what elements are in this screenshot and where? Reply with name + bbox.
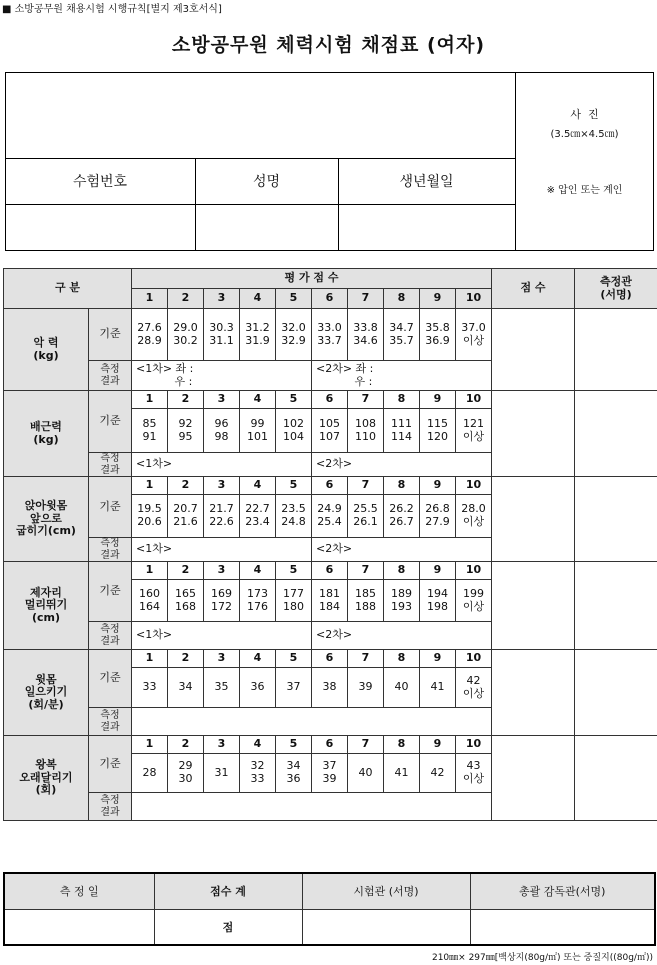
event-score-field[interactable] — [492, 391, 575, 477]
criteria-value: 34 — [168, 668, 204, 708]
score-number: 7 — [348, 562, 384, 580]
score-number: 8 — [384, 477, 420, 495]
criteria-value: 39 — [348, 668, 384, 708]
event-examiner-field[interactable] — [575, 650, 657, 736]
score-number: 6 — [312, 391, 348, 409]
criteria-value: 34 36 — [276, 754, 312, 793]
criteria-value: 38 — [312, 668, 348, 708]
event-score-field[interactable] — [492, 736, 575, 821]
examiner-sign-field[interactable] — [302, 909, 470, 945]
examiner-header — [575, 269, 657, 309]
criteria-value: 41 — [384, 754, 420, 793]
criteria-value: 111 114 — [384, 409, 420, 453]
criteria-value: 199 이상 — [456, 580, 492, 622]
criteria-value: 29 30 — [168, 754, 204, 793]
score-number: 3 — [204, 391, 240, 409]
criteria-value: 21.7 22.6 — [204, 495, 240, 538]
second-attempt-field[interactable]: <2차> 좌 : 우 : — [312, 361, 492, 391]
criteria-value: 160 164 — [132, 580, 168, 622]
score-number: 1 — [132, 562, 168, 580]
criteria-value: 169 172 — [204, 580, 240, 622]
name-label: 성명 — [252, 174, 281, 190]
criteria-value: 30.3 31.1 — [204, 309, 240, 361]
first-attempt-field[interactable]: <1차> — [132, 622, 312, 650]
standard-label: 기준 — [89, 736, 132, 793]
criteria-value: 121 이상 — [456, 409, 492, 453]
score-col-3: 3 — [204, 289, 240, 309]
score-number: 4 — [240, 562, 276, 580]
score-number: 3 — [204, 736, 240, 754]
score-number: 4 — [240, 736, 276, 754]
criteria-value: 42 — [420, 754, 456, 793]
event-score-field[interactable] — [492, 562, 575, 650]
score-number: 2 — [168, 736, 204, 754]
measure-label: 측정 결과 — [89, 622, 132, 650]
examiner-sign-label: 시험관 (서명) — [302, 873, 470, 909]
first-attempt-field[interactable]: <1차> — [132, 538, 312, 562]
score-number: 4 — [240, 391, 276, 409]
score-col-9: 9 — [420, 289, 456, 309]
criteria-value: 23.5 24.8 — [276, 495, 312, 538]
event-examiner-field[interactable] — [575, 391, 657, 477]
score-number: 5 — [276, 562, 312, 580]
criteria-value: 33 — [132, 668, 168, 708]
criteria-value: 24.9 25.4 — [312, 495, 348, 538]
score-number: 10 — [456, 477, 492, 495]
event-score-field[interactable] — [492, 650, 575, 736]
score-number: 7 — [348, 391, 384, 409]
score-table — [3, 268, 657, 821]
measure-label: 측정 결과 — [89, 708, 132, 736]
paper-spec: 210㎜× 297㎜[백상지(80g/㎡) 또는 중질지((80g/㎡)) — [431, 953, 653, 963]
criteria-value: 105 107 — [312, 409, 348, 453]
event-examiner-field[interactable] — [575, 736, 657, 821]
criteria-value: 189 193 — [384, 580, 420, 622]
criteria-value: 33.0 33.7 — [312, 309, 348, 361]
criteria-value: 99 101 — [240, 409, 276, 453]
criteria-value: 177 180 — [276, 580, 312, 622]
criteria-value: 34.7 35.7 — [384, 309, 420, 361]
criteria-value: 33.8 34.6 — [348, 309, 384, 361]
score-number: 3 — [204, 650, 240, 668]
score-number: 5 — [276, 736, 312, 754]
result-field[interactable] — [132, 708, 492, 736]
criteria-value: 165 168 — [168, 580, 204, 622]
supervisor-sign-label: 총괄 감독관(서명) — [470, 873, 655, 909]
measure-date-field[interactable] — [4, 909, 154, 945]
second-attempt-field[interactable]: <2차> — [312, 538, 492, 562]
score-number: 2 — [168, 477, 204, 495]
score-number: 8 — [384, 736, 420, 754]
score-number: 4 — [240, 477, 276, 495]
score-number: 3 — [204, 562, 240, 580]
exam-number-label: 수험번호 — [72, 174, 128, 190]
score-number: 4 — [240, 650, 276, 668]
criteria-value: 85 91 — [132, 409, 168, 453]
score-col-6: 6 — [312, 289, 348, 309]
score-col-7: 7 — [348, 289, 384, 309]
score-number: 1 — [132, 391, 168, 409]
score-number: 8 — [384, 391, 420, 409]
criteria-value: 40 — [384, 668, 420, 708]
criteria-value: 22.7 23.4 — [240, 495, 276, 538]
criteria-value: 185 188 — [348, 580, 384, 622]
category-header: 구 분 — [4, 269, 132, 309]
event-examiner-field[interactable] — [575, 309, 657, 391]
score-number: 6 — [312, 477, 348, 495]
criteria-value: 40 — [348, 754, 384, 793]
criteria-value: 26.8 27.9 — [420, 495, 456, 538]
criteria-value: 35.8 36.9 — [420, 309, 456, 361]
criteria-value: 194 198 — [420, 580, 456, 622]
criteria-value: 43 이상 — [456, 754, 492, 793]
summary-table — [3, 872, 656, 946]
score-col-4: 4 — [240, 289, 276, 309]
event-examiner-field[interactable] — [575, 562, 657, 650]
event-score-field[interactable] — [492, 477, 575, 562]
criteria-value: 115 120 — [420, 409, 456, 453]
birth-date-field[interactable] — [338, 204, 515, 251]
score-number: 5 — [276, 477, 312, 495]
event-name: 제자리 멀리뛰기 (cm) — [4, 562, 89, 650]
standard-label: 기준 — [89, 309, 132, 361]
score-number: 3 — [204, 477, 240, 495]
criteria-value: 41 — [420, 668, 456, 708]
event-name: 악 력 (kg) — [4, 309, 89, 391]
criteria-value: 26.2 26.7 — [384, 495, 420, 538]
measure-date-label: 측 정 일 — [4, 873, 154, 909]
event-name: 윗몸 일으키기 (회/분) — [4, 650, 89, 736]
criteria-value: 108 110 — [348, 409, 384, 453]
criteria-value: 28 — [132, 754, 168, 793]
standard-label: 기준 — [89, 562, 132, 622]
score-number: 9 — [420, 650, 456, 668]
examiner-title: 측정관 — [600, 274, 632, 288]
score-col-5: 5 — [276, 289, 312, 309]
photo-size: (3.5㎝×4.5㎝) — [550, 128, 619, 140]
measure-label: 측정 결과 — [89, 453, 132, 477]
score-number: 6 — [312, 650, 348, 668]
first-attempt-field[interactable]: <1차> — [132, 453, 312, 477]
score-number: 8 — [384, 650, 420, 668]
score-number: 9 — [420, 736, 456, 754]
criteria-value: 32.0 32.9 — [276, 309, 312, 361]
measure-label: 측정 결과 — [89, 361, 132, 391]
criteria-value: 102 104 — [276, 409, 312, 453]
event-name: 앉아윗몸 앞으로 굽히기(cm) — [4, 477, 89, 562]
measure-label: 측정 결과 — [89, 538, 132, 562]
event-examiner-field[interactable] — [575, 477, 657, 562]
score-number: 10 — [456, 562, 492, 580]
criteria-value: 181 184 — [312, 580, 348, 622]
score-number: 5 — [276, 391, 312, 409]
score-number: 7 — [348, 477, 384, 495]
score-number: 10 — [456, 391, 492, 409]
score-col-10: 10 — [456, 289, 492, 309]
score-number: 8 — [384, 562, 420, 580]
score-header: 점 수 — [492, 269, 575, 309]
total-score-unit: 점 — [154, 909, 302, 945]
event-score-field[interactable] — [492, 309, 575, 391]
supervisor-sign-field[interactable] — [470, 909, 655, 945]
criteria-value: 37 — [276, 668, 312, 708]
standard-label: 기준 — [89, 391, 132, 453]
criteria-value: 36 — [240, 668, 276, 708]
score-col-2: 2 — [168, 289, 204, 309]
score-number: 1 — [132, 736, 168, 754]
score-col-1: 1 — [132, 289, 168, 309]
score-col-8: 8 — [384, 289, 420, 309]
criteria-value: 42 이상 — [456, 668, 492, 708]
criteria-value: 92 95 — [168, 409, 204, 453]
result-field[interactable] — [132, 793, 492, 821]
score-number: 10 — [456, 736, 492, 754]
score-number: 5 — [276, 650, 312, 668]
criteria-value: 37.0 이상 — [456, 309, 492, 361]
first-attempt-field[interactable]: <1차> 좌 : 우 : — [132, 361, 312, 391]
eval-score-header: 평 가 점 수 — [132, 269, 492, 289]
score-number: 9 — [420, 391, 456, 409]
criteria-value: 29.0 30.2 — [168, 309, 204, 361]
score-number: 2 — [168, 391, 204, 409]
score-number: 9 — [420, 477, 456, 495]
name-field[interactable] — [195, 204, 338, 251]
birth-date-label: 생년월일 — [399, 174, 454, 190]
score-number: 1 — [132, 650, 168, 668]
score-number: 2 — [168, 562, 204, 580]
criteria-value: 28.0 이상 — [456, 495, 492, 538]
photo-title: 사 진 — [570, 108, 599, 121]
total-score-label: 점수 계 — [154, 873, 302, 909]
standard-label: 기준 — [89, 650, 132, 708]
measure-label: 측정 결과 — [89, 793, 132, 821]
criteria-value: 27.6 28.9 — [132, 309, 168, 361]
photo-note: ※ 압인 또는 계인 — [546, 184, 623, 196]
criteria-value: 20.7 21.6 — [168, 495, 204, 538]
standard-label: 기준 — [89, 477, 132, 538]
criteria-value: 25.5 26.1 — [348, 495, 384, 538]
second-attempt-field[interactable]: <2차> — [312, 453, 492, 477]
exam-number-field[interactable] — [5, 204, 195, 251]
score-number: 6 — [312, 562, 348, 580]
second-attempt-field[interactable]: <2차> — [312, 622, 492, 650]
score-number: 6 — [312, 736, 348, 754]
event-name: 왕복 오래달리기 (회) — [4, 736, 89, 821]
score-number: 1 — [132, 477, 168, 495]
examiner-sign-hint: (서명) — [600, 287, 632, 301]
criteria-value: 32 33 — [240, 754, 276, 793]
score-number: 7 — [348, 736, 384, 754]
criteria-value: 37 39 — [312, 754, 348, 793]
criteria-value: 31.2 31.9 — [240, 309, 276, 361]
score-number: 7 — [348, 650, 384, 668]
score-number: 10 — [456, 650, 492, 668]
event-name: 배근력 (kg) — [4, 391, 89, 477]
criteria-value: 35 — [204, 668, 240, 708]
criteria-value: 173 176 — [240, 580, 276, 622]
score-number: 9 — [420, 562, 456, 580]
criteria-value: 19.5 20.6 — [132, 495, 168, 538]
criteria-value: 31 — [204, 754, 240, 793]
form-reference: ■ 소방공무원 채용시험 시행규칙[별지 제3호서식] — [2, 4, 222, 15]
score-number: 2 — [168, 650, 204, 668]
criteria-value: 96 98 — [204, 409, 240, 453]
page-title: 소방공무원 체력시험 채점표 (여자) — [171, 34, 486, 56]
